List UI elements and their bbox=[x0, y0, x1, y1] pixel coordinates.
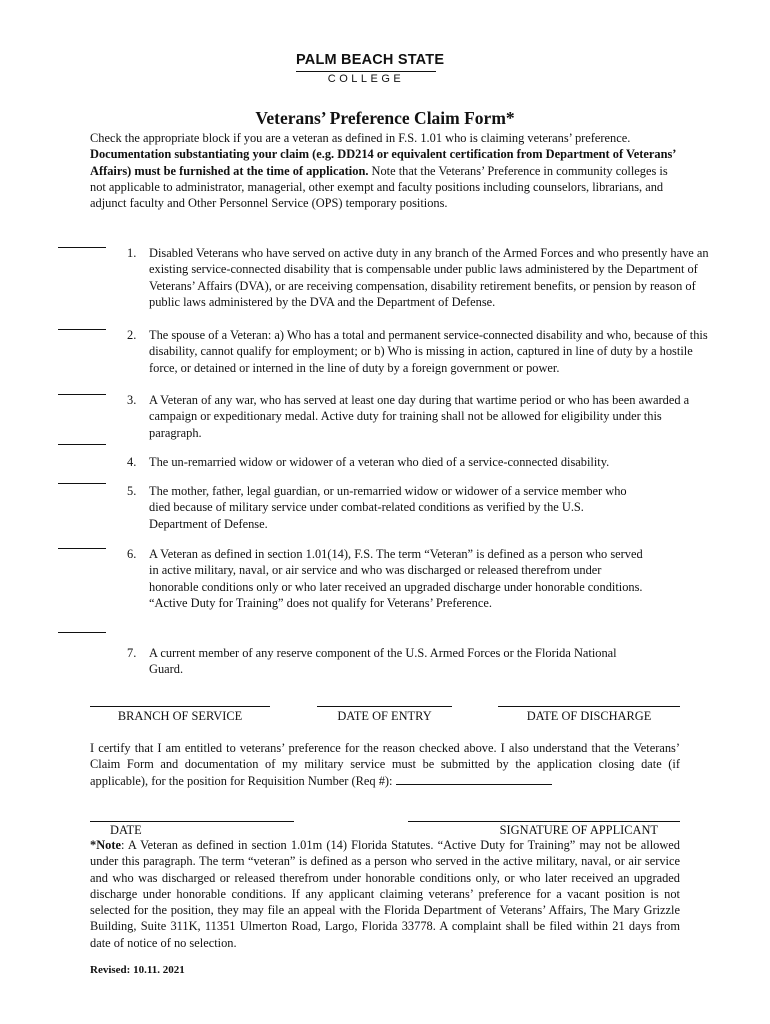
date-field[interactable] bbox=[90, 821, 294, 822]
checkbox-blank-1[interactable] bbox=[58, 247, 106, 248]
checkbox-blank-5[interactable] bbox=[58, 483, 106, 484]
intro-text-2: Note that the Veterans’ Preference in community colleges is not applicable to administrator, managerial, other exempt and faculty positions including counselors, librarians, and adjunct faculty and Other Personnel Service (OPS) temporary positions. bbox=[90, 163, 668, 211]
intro-bold-text: Documentation substantiating your claim (e.g. DD214 or equivalent certification from Department of Veterans’ Affairs) must be furnished at the time of application. bbox=[90, 147, 676, 178]
item-number-6: 6. bbox=[127, 547, 137, 561]
form-title: Veterans’ Preference Claim Form* bbox=[255, 108, 515, 128]
branch-of-service-field[interactable] bbox=[90, 706, 270, 707]
checkbox-blank-6[interactable] bbox=[58, 548, 106, 549]
item-text-1: Disabled Veterans who have served on active duty in any branch of the Armed Forces and who presently have an existing service-connected disability that is compensable under public laws administered by the Department of Veterans’ Affairs (DVA), or are receiving compensation, disability retirement benefits, or pension by reason of public laws administered by the DVA and the Department of Defense. bbox=[149, 246, 709, 309]
certification-text: I certify that I am entitled to veterans’ preference for the reason checked above. I also understand that the Veterans’ Claim Form and documentation of my military service must be submitted by the application closing date (if applicable), for the position for Requisition Number (Req #): bbox=[90, 741, 680, 788]
item-number-3: 3. bbox=[127, 393, 137, 407]
item-text-5: The mother, father, legal guardian, or un-remarried widow or widower of a service member who died because of military service under combat-related conditions as verified by the U.S. Department of Defense. bbox=[149, 484, 627, 531]
item-text-7: A current member of any reserve component of the U.S. Armed Forces or the Florida National Guard. bbox=[149, 646, 617, 677]
date-label: DATE bbox=[110, 823, 142, 837]
item-text-3: A Veteran of any war, who has served at least one day during that wartime period or who has been awarded a campaign or expeditionary medal. Active duty for training shall not be allowed for eligibility under this paragraph. bbox=[149, 393, 690, 440]
date-of-entry-label: DATE OF ENTRY bbox=[337, 709, 432, 723]
signature-field[interactable] bbox=[408, 821, 680, 822]
note-label: *Note bbox=[90, 838, 121, 852]
certification-paragraph bbox=[90, 740, 680, 789]
item-number-4: 4. bbox=[127, 455, 137, 469]
item-number-7: 7. bbox=[127, 646, 137, 660]
intro-paragraph bbox=[90, 130, 680, 211]
checkbox-blank-7[interactable] bbox=[58, 632, 106, 633]
requisition-number-field[interactable] bbox=[396, 774, 552, 785]
item-number-5: 5. bbox=[127, 484, 137, 498]
checkbox-blank-4[interactable] bbox=[58, 444, 106, 445]
intro-text-1: Check the appropriate block if you are a veteran as defined in F.S. 1.01 who is claiming veterans’ preference. bbox=[90, 131, 631, 145]
college-logo bbox=[296, 52, 445, 85]
date-of-entry-field[interactable] bbox=[317, 706, 452, 707]
branch-of-service-label: BRANCH OF SERVICE bbox=[117, 709, 243, 723]
item-text-6: A Veteran as defined in section 1.01(14), F.S. The term “Veteran” is defined as a person who served in active military, naval, or air service and who was discharged or released therefrom under honorable conditions only or who later received an upgraded discharge under honorable conditions. “Active Duty for Training” does not qualify for Veterans’ Preference. bbox=[149, 547, 643, 610]
item-text-4: The un-remarried widow or widower of a veteran who died of a service-connected disability. bbox=[149, 455, 610, 469]
logo-line1: PALM BEACH STATE bbox=[296, 52, 445, 68]
item-number-2: 2. bbox=[127, 328, 137, 342]
item-number-1: 1. bbox=[127, 246, 137, 260]
item-text-2: The spouse of a Veteran: a) Who has a total and permanent service-connected disability and who, because of this disability, cannot qualify for employment; or b) Who is missing in action, captured in line of duty by a hostile force, or detained or interned in the line of duty by a foreign government or power. bbox=[149, 328, 708, 375]
note-paragraph bbox=[90, 837, 680, 951]
date-of-discharge-field[interactable] bbox=[498, 706, 680, 707]
note-text: : A Veteran as defined in section 1.01m (14) Florida Statutes. “Active Duty for Training” may not be allowed under this paragraph. The term “veteran” is defined as a person who served in the active military, naval, or air service and who was discharged or released therefrom under honorable conditions only, or who later received an upgraded discharge under honorable conditions. If any applicant claiming veterans’ preference for a vacant position is not selected for the position, they may file an appeal with the Florida Department of Veterans’ Affairs, The Mary Grizzle Building, Suite 311K, 11351 Ulmerton Road, Largo, Florida 33778. A complaint shall be filed within 21 days from date of notice of no selection. bbox=[90, 838, 680, 950]
signature-label: SIGNATURE OF APPLICANT bbox=[499, 823, 658, 837]
checkbox-blank-3[interactable] bbox=[58, 394, 106, 395]
logo-line2: COLLEGE bbox=[327, 73, 405, 85]
logo-divider bbox=[296, 71, 436, 72]
date-of-discharge-label: DATE OF DISCHARGE bbox=[526, 709, 652, 723]
checkbox-blank-2[interactable] bbox=[58, 329, 106, 330]
revision-date: Revised: 10.11. 2021 bbox=[90, 964, 185, 976]
